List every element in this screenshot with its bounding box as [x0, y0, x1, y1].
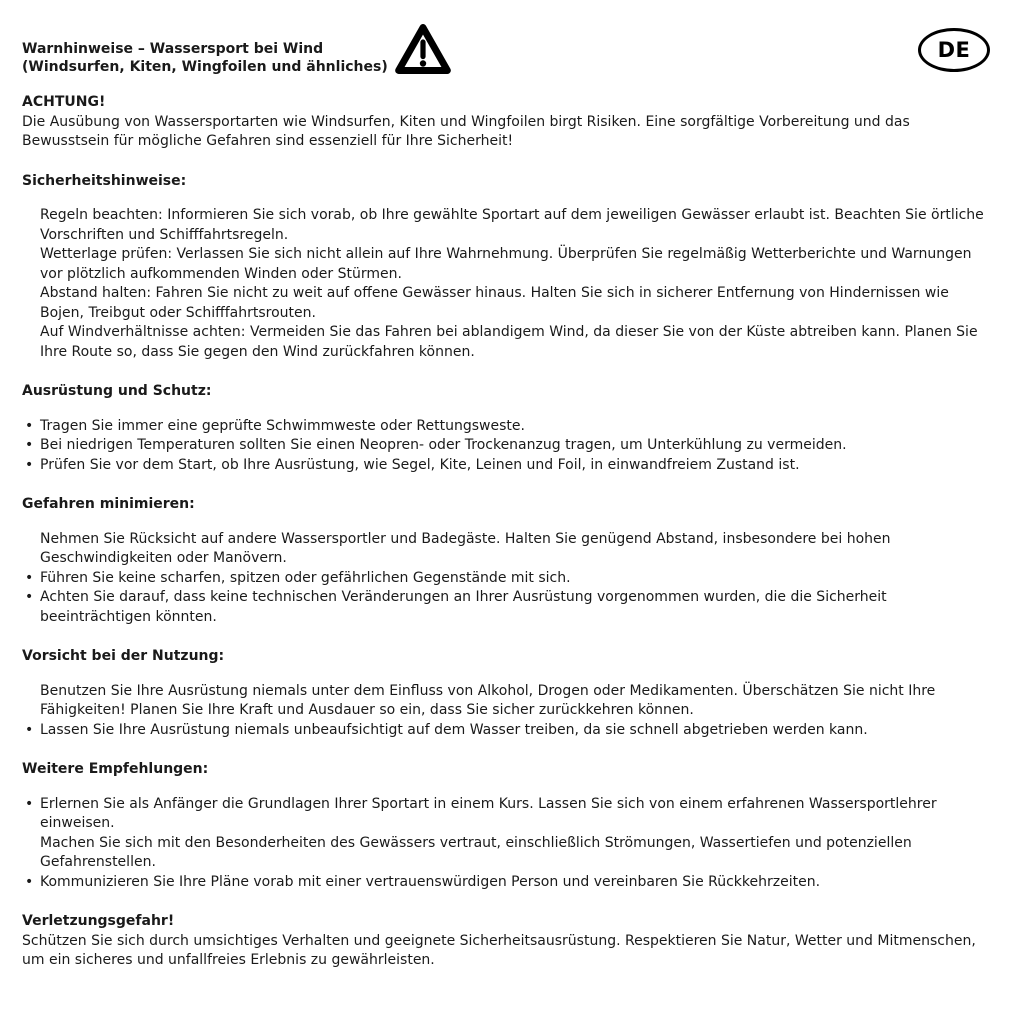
section-heading: Ausrüstung und Schutz: [22, 383, 212, 399]
title-line-2: (Windsurfen, Kiten, Wingfoilen und ähnliches) [22, 59, 388, 75]
list-item: Regeln beachten: Informieren Sie sich vorab, ob Ihre gewählte Sportart auf dem jeweiligen Gewässer erlaubt ist. Beachten Sie örtliche Vorschriften und Schifffahrtsregeln. [40, 207, 984, 243]
list-item-text: Erlernen Sie als Anfänger die Grundlagen Ihrer Sportart in einem Kurs. Lassen Sie sich von einem erfahrenen Wassersportlehrer einweisen. [40, 795, 937, 831]
language-badge-text: DE [937, 38, 971, 62]
list-item [22, 873, 996, 893]
bullet-marker: • [25, 589, 34, 605]
list-item-text: Führen Sie keine scharfen, spitzen oder gefährlichen Gegenstände mit sich. [40, 569, 571, 586]
page-title [22, 40, 388, 76]
list-item [22, 456, 996, 476]
section-gefahren-minimieren [22, 495, 996, 627]
paragraph: Schützen Sie sich durch umsichtiges Verhalten und geeignete Sicherheitsausrüstung. Respektieren Sie Natur, Wetter und Mitmenschen, um ein sicheres und unfallfreies Erlebnis zu gewährleisten. [22, 932, 976, 968]
section-sicherheitshinweise [22, 172, 996, 363]
bullet-marker: • [25, 569, 34, 586]
list-item [22, 588, 996, 627]
list-item [22, 795, 996, 834]
section-heading: ACHTUNG! [22, 94, 106, 110]
section-heading: Verletzungsgefahr! [22, 913, 175, 929]
list-item-text: Prüfen Sie vor dem Start, ob Ihre Ausrüstung, wie Segel, Kite, Leinen und Foil, in einwandfreiem Zustand ist. [40, 456, 800, 473]
list-item: Machen Sie sich mit den Besonderheiten des Gewässers vertraut, einschließlich Strömungen, Wassertiefen und potenziellen Gefahrenstellen. [40, 834, 912, 870]
title-line-1: Warnhinweise – Wassersport bei Wind [22, 41, 324, 57]
section-heading: Vorsicht bei der Nutzung: [22, 648, 225, 664]
section-ausruestung-und-schutz [22, 382, 996, 475]
list-item-text: Tragen Sie immer eine geprüfte Schwimmweste oder Rettungsweste. [40, 417, 525, 434]
bullet-marker: • [25, 456, 34, 473]
list-item-text: Kommunizieren Sie Ihre Pläne vorab mit einer vertrauenswürdigen Person und vereinbaren Sie Rückkehrzeiten. [40, 873, 821, 890]
section-heading: Sicherheitshinweise: [22, 172, 187, 189]
section-heading: Gefahren minimieren: [22, 496, 195, 512]
bullet-marker: • [25, 873, 34, 890]
warning-triangle-icon [394, 20, 452, 78]
bullet-marker: • [25, 437, 34, 453]
language-badge [918, 28, 990, 72]
list-item: Wetterlage prüfen: Verlassen Sie sich nicht allein auf Ihre Wahrnehmung. Überprüfen Sie regelmäßig Wetterberichte und Warnungen vor plötzlich aufkommenden Winden oder Stürmen. [40, 246, 972, 282]
list-item-text: Lassen Sie Ihre Ausrüstung niemals unbeaufsichtigt auf dem Wasser treiben, da sie schnell abgetrieben werden kann. [40, 721, 868, 738]
bullet-marker: • [25, 795, 34, 812]
document-header [22, 20, 996, 78]
list-item-text: Achten Sie darauf, dass keine technischen Veränderungen an Ihrer Ausrüstung vorgenommen wurden, die die Sicherheit beeinträchtigen könnten. [40, 589, 887, 625]
list-item-text: Bei niedrigen Temperaturen sollten Sie einen Neopren- oder Trockenanzug tragen, um Unterkühlung zu vermeiden. [40, 437, 847, 453]
list-item [22, 417, 996, 437]
section-heading: Weitere Empfehlungen: [22, 761, 209, 777]
list-item: Benutzen Sie Ihre Ausrüstung niemals unter dem Einfluss von Alkohol, Drogen oder Medikamenten. Überschätzen Sie nicht Ihre Fähigkeiten! Planen Sie Ihre Kraft und Ausdauer so ein, dass Sie sicher zurückkehren können. [40, 682, 936, 718]
list-item: Nehmen Sie Rücksicht auf andere Wassersportler und Badegäste. Halten Sie genügend Abstand, insbesondere bei hohen Geschwindigkeiten oder Manövern. [40, 530, 891, 566]
section-vorsicht-bei-der-nutzung [22, 647, 996, 740]
bullet-marker: • [25, 721, 34, 738]
bullet-marker: • [25, 417, 34, 434]
paragraph: Die Ausübung von Wassersportarten wie Windsurfen, Kiten und Wingfoilen birgt Risiken. Eine sorgfältige Vorbereitung und das Bewusstsein für mögliche Gefahren sind essenziell für Ihre Sicherheit! [22, 113, 910, 149]
list-item [22, 721, 996, 741]
list-item: Abstand halten: Fahren Sie nicht zu weit auf offene Gewässer hinaus. Halten Sie sich in sicherer Entfernung von Hindernissen wie Bojen, Treibgut oder Schifffahrtsrouten. [40, 285, 949, 321]
list-item [22, 569, 996, 589]
section-verletzungsgefahr [22, 912, 996, 971]
list-item: Auf Windverhältnisse achten: Vermeiden Sie das Fahren bei ablandigem Wind, da dieser Sie von der Küste abtreiben kann. Planen Sie Ihre Route so, dass Sie gegen den Wind zurückfahren können. [40, 324, 978, 360]
section-achtung [22, 93, 996, 152]
section-weitere-empfehlungen [22, 760, 996, 892]
list-item [22, 436, 996, 456]
